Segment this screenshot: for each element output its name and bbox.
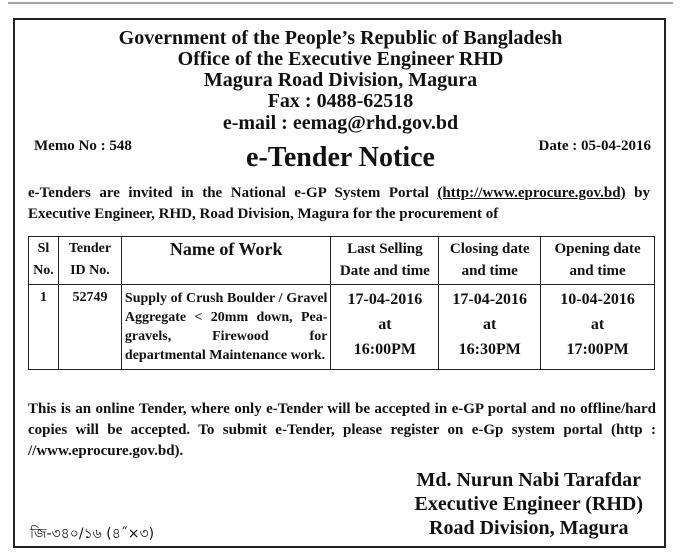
cell-closing [439,285,541,370]
table-row [29,285,655,370]
footer-paragraph: This is an online Tender, where only e-Tender will be accepted in e-GP portal and no offline/hard copies will be accepted. To submit e-Tender, please register on e-Gp system portal (http : //www.eprocure.gov.bd). [28,401,656,459]
print-code: জি-৩৪০/১৬ (৪˝×৩) [30,526,155,542]
cell-opening [541,285,655,370]
col-header-opening: Opening date and time [541,237,655,285]
cell-sl: 1 [29,285,59,370]
government-line: Government of the People’s Republic of Bangladesh [118,27,563,49]
division-line: Magura Road Division, Magura [203,69,478,91]
signatory-office: Road Division, Magura [429,517,629,539]
notice-date: Date : 05-04-2016 [538,138,651,154]
cell-last-selling [331,285,439,370]
opening-at: at [590,316,605,333]
opening-time: 17:00PM [566,341,629,358]
letterhead [0,28,681,134]
opening-date: 10-04-2016 [560,291,635,308]
last-selling-date: 17-04-2016 [347,291,423,308]
closing-time: 16:30PM [458,341,521,358]
table-header-row [29,237,655,285]
closing-at: at [483,316,497,333]
page-title: e-Tender Notice [246,142,435,173]
closing-date: 17-04-2016 [452,291,528,308]
col-header-work: Name of Work [121,237,331,285]
memo-number: Memo No : 548 [34,138,132,154]
fax-line: Fax : 0488-62518 [267,90,414,112]
portal-link[interactable]: (http://www.eprocure.gov.bd) [437,185,626,201]
intro-paragraph [28,183,650,225]
col-header-last-selling: Last Selling Date and time [331,237,439,285]
signatory-name: Md. Nurun Nabi Tarafdar [416,469,641,491]
tender-table [28,236,655,370]
intro-text: e-Tenders are invited in the National e-GP System Portal [28,185,438,201]
signature-block [415,468,644,540]
cell-work: Supply of Crush Boulder / Gravel Aggregate < 20mm down, Pea-gravels, Firewood for departmental Maintenance work. [121,285,331,370]
signatory-designation: Executive Engineer (RHD) [414,493,643,515]
cell-tender-id: 52749 [58,285,121,370]
email-line: e-mail : eemag@rhd.gov.bd [222,112,459,134]
last-selling-at: at [378,316,392,333]
col-header-tender-id: Tender ID No. [58,237,121,285]
col-header-closing: Closing date and time [439,237,541,285]
last-selling-time: 16:00PM [353,341,416,358]
intro-text-cont: by Executive Engineer, RHD, Road Division, Magura for the procurement of [28,185,651,222]
top-edge-line [0,0,681,10]
office-line: Office of the Executive Engineer RHD [177,48,504,70]
col-header-sl: Sl No. [29,237,59,285]
